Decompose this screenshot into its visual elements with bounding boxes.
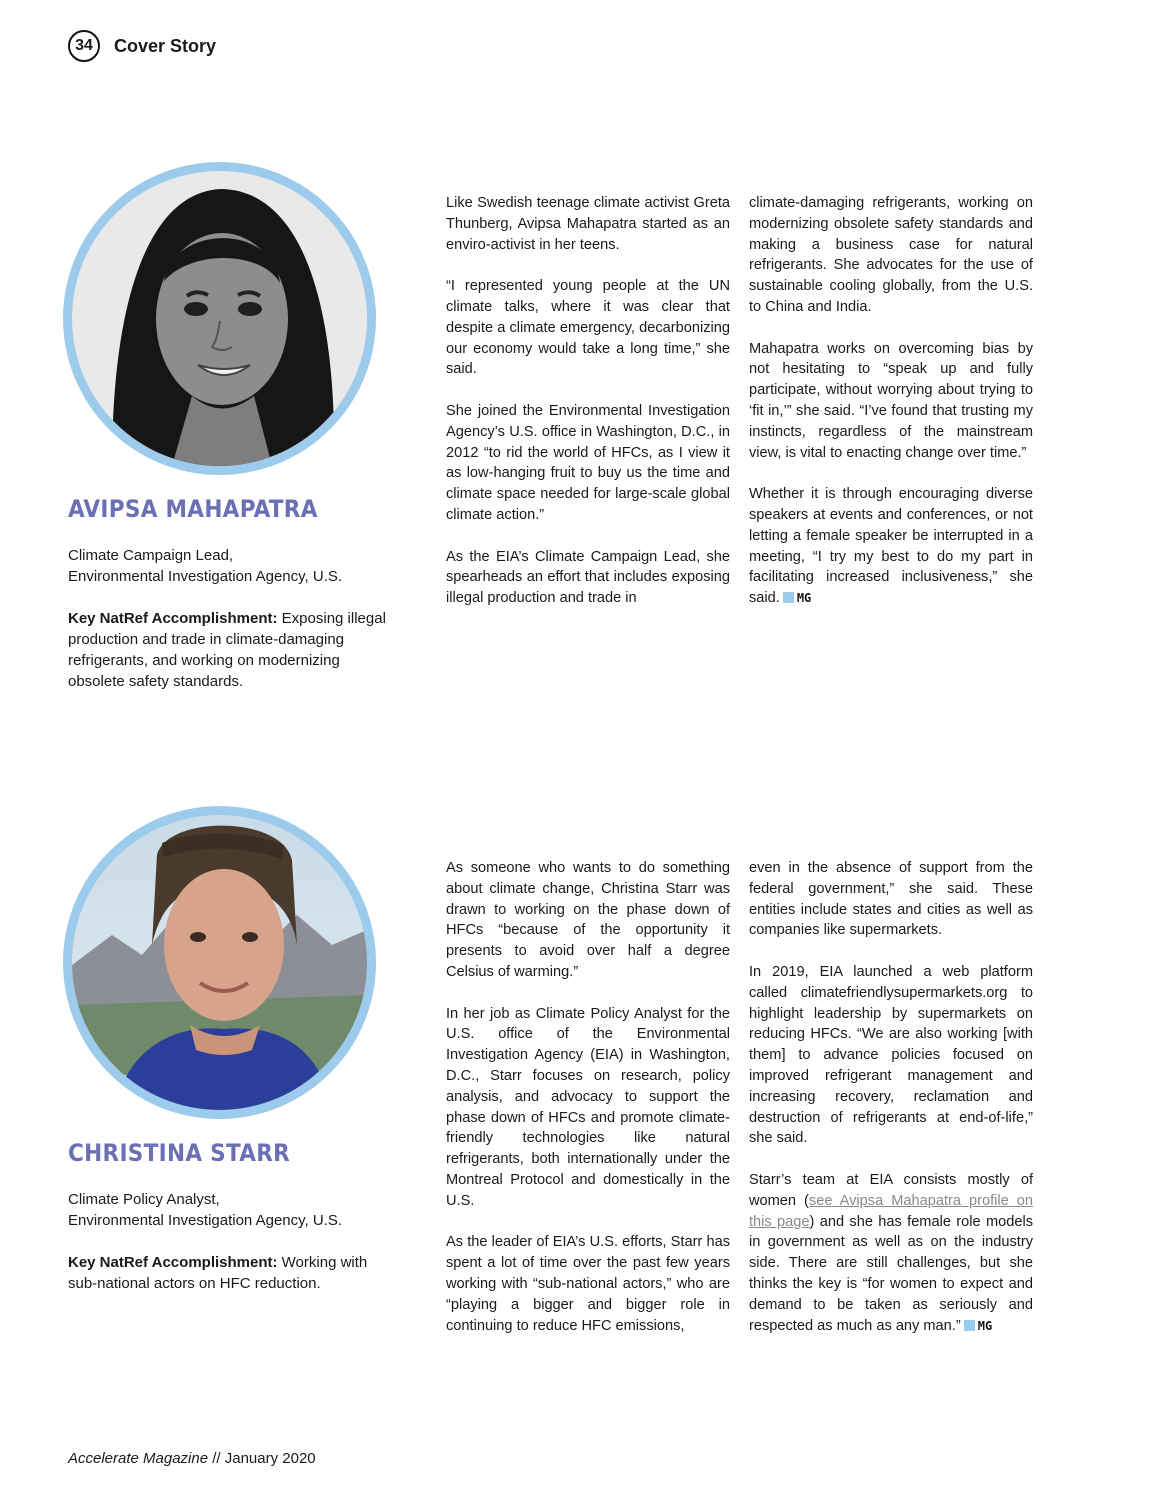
- title-line: Environmental Investigation Agency, U.S.: [68, 568, 343, 585]
- accomplishment-text: Exposing illegal production and trade in climate-damaging refrigerants, and working on modernizing obsolete safety standards.: [68, 610, 386, 690]
- paragraph: In her job as Climate Policy Analyst for the U.S. office of the Environmental Investigation Agency (EIA) in Washington, D.C., Starr focuses on research, policy analysis, and advocacy to support the phase down of HFCs and promote climate-friendly technologies like natural refrigerants, both internationally under the Montreal Protocol and domestically in the U.S.: [446, 1005, 730, 1209]
- accomplishment-text: Working with sub-national actors on HFC reduction.: [68, 1254, 368, 1292]
- portrait-photo-bw: [72, 171, 367, 466]
- profile-bio: [68, 545, 388, 713]
- portrait-photo-color: [72, 815, 367, 1110]
- title-line: Climate Campaign Lead,: [68, 547, 234, 564]
- paragraph: [749, 1170, 1033, 1336]
- section-title: Cover Story: [114, 35, 217, 56]
- article-column: [749, 858, 1033, 1336]
- profile-title: [68, 545, 388, 587]
- paragraph: She joined the Environmental Investigation Agency’s U.S. office in Washington, D.C., in 2012 “to rid the world of HFCs, as I view it as low-hanging fruit to buy us the time and climate space needed for large-scale global climate action.”: [446, 402, 730, 523]
- article-column: [749, 193, 1033, 609]
- paragraph: As someone who wants to do something about climate change, Christina Starr was drawn to working on the phase down of HFCs “because of the opportunity it presents to avoid over half a degree Celsius of warming.”: [446, 860, 730, 980]
- profile-title: [68, 1189, 388, 1231]
- accomplishment: [68, 1252, 388, 1294]
- paragraph: [749, 484, 1033, 609]
- profile-bio: [68, 1189, 388, 1315]
- end-mark-square: [783, 592, 794, 603]
- paragraph: even in the absence of support from the federal government,” she said. These entities include states and cities as well as companies like supermarkets.: [749, 860, 1033, 939]
- author-signature: MG: [796, 591, 812, 606]
- paragraph: climate-damaging refrigerants, working on modernizing obsolete safety standards and making a business case for natural refrigerants. She advocates for the use of sustainable cooling globally, from the U.S. to China and India.: [749, 195, 1033, 315]
- profile-name: CHRISTINA STARR: [68, 1139, 291, 1167]
- paragraph: As the leader of EIA’s U.S. efforts, Starr has spent a lot of time over the past few years working with “sub-national actors,” who are “playing a bigger and bigger role in continuing to reduce HFC emissions,: [446, 1234, 730, 1334]
- page-footer: [68, 1450, 316, 1467]
- title-line: Environmental Investigation Agency, U.S.: [68, 1212, 343, 1229]
- accomplishment-label: Key NatRef Accomplishment:: [68, 1254, 278, 1271]
- title-line: Climate Policy Analyst,: [68, 1191, 220, 1208]
- portrait-christina-starr: [63, 806, 376, 1119]
- accomplishment: [68, 608, 388, 692]
- paragraph: In 2019, EIA launched a web platform called climatefriendlysupermarkets.org to highlight leadership by supermarkets on reducing HFCs. “We are also working [with them] to advance policies focused on improved refrigerant management and increasing recovery, reclamation and destruction of refrigerants at end-of-life,” she said.: [749, 963, 1033, 1147]
- paragraph: “I represented young people at the UN climate talks, where it was clear that despite a climate emergency, decarbonizing our economy would take a long time,” she said.: [446, 278, 730, 378]
- paragraph-text: Starr’s team at EIA consists mostly of women (: [749, 1171, 1033, 1209]
- accomplishment-label: Key NatRef Accomplishment:: [68, 610, 278, 627]
- page-header: [68, 30, 216, 62]
- paragraph: As the EIA’s Climate Campaign Lead, she spearheads an effort that includes exposing illegal production and trade in: [446, 548, 730, 607]
- magazine-name: Accelerate Magazine: [68, 1450, 209, 1467]
- end-mark-square: [964, 1320, 975, 1331]
- paragraph-text: Whether it is through encouraging diverse speakers at events and conferences, or not letting a female speaker be interrupted in a meeting, “I try my best to do my part in facilitating increased inclusiveness,” she said.: [749, 486, 1033, 607]
- article-column: [446, 193, 730, 609]
- portrait-avipsa-mahapatra: [63, 162, 376, 475]
- paragraph: Like Swedish teenage climate activist Greta Thunberg, Avipsa Mahapatra started as an enviro-activist in her teens.: [446, 195, 730, 253]
- profile-cross-reference-link[interactable]: see Avipsa Mahapatra profile on this page: [749, 1192, 1033, 1230]
- profile-name: AVIPSA MAHAPATRA: [68, 495, 318, 523]
- paragraph-text: ) and she has female role models in government as well as on the industry side. There are still challenges, but she thinks the key is “for women to expect and demand to be taken as seriously and respected as much as any man.”: [749, 1213, 1033, 1334]
- article-column: [446, 858, 730, 1336]
- issue-date: // January 2020: [208, 1450, 316, 1467]
- paragraph: Mahapatra works on overcoming bias by not hesitating to “speak up and fully participate, without worrying about trying to ‘fit in,’” she said. “I’ve found that trusting my instincts, regardless of the mainstream view, is vital to enacting change over time.”: [749, 340, 1033, 461]
- page-number: 34: [68, 30, 100, 62]
- author-signature: MG: [977, 1318, 993, 1333]
